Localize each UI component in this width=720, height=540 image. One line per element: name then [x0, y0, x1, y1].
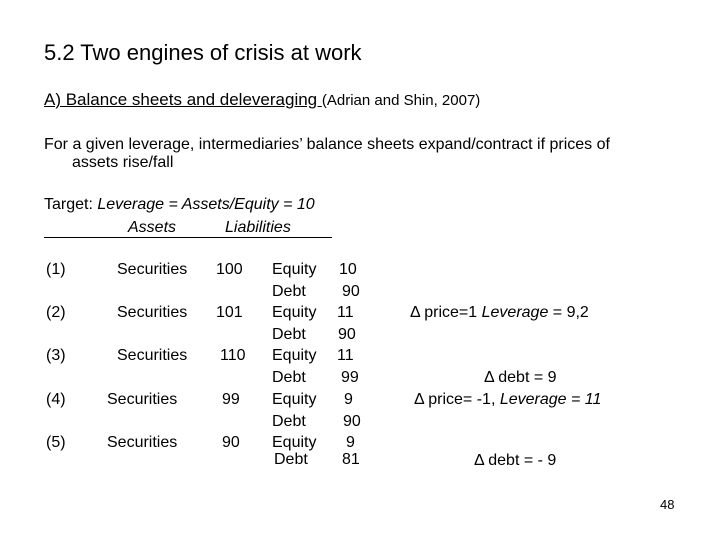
asset-value: 110 [220, 347, 246, 364]
equity-value: 10 [339, 261, 357, 278]
asset-name: Securities [107, 434, 178, 451]
asset-value: 99 [222, 391, 240, 408]
equity-label: Equity [272, 391, 317, 408]
equity-label: Equity [272, 347, 317, 364]
section-subheading [44, 90, 480, 110]
slide-title: 5.2 Two engines of crisis at work [44, 40, 362, 65]
target-prefix: Target: [44, 196, 98, 213]
note3-italic: Leverage = 11 [499, 391, 602, 408]
target-line [44, 196, 315, 214]
paragraph-line-2: assets rise/fall [72, 154, 174, 171]
asset-name: Securities [117, 261, 188, 278]
asset-name: Securities [107, 391, 178, 408]
note1-italic: Leverage [481, 304, 549, 321]
debt-label: Debt [272, 326, 306, 343]
asset-name: Securities [117, 304, 188, 321]
debt-label: Debt [272, 283, 306, 300]
debt-label: Debt [274, 451, 308, 468]
table-header [44, 219, 332, 238]
subheading-citation: (Adrian and Shin, 2007) [321, 92, 481, 109]
row-label: (4) [46, 391, 66, 408]
note-price-increase [410, 304, 589, 322]
header-assets: Assets [128, 219, 177, 236]
asset-value: 90 [222, 434, 240, 451]
debt-label: Debt [272, 369, 306, 386]
row-label: (2) [46, 304, 66, 321]
note-price-decrease [414, 391, 601, 409]
note-debt-decrease: Δ debt = - 9 [474, 452, 557, 469]
paragraph-line-1: For a given leverage, intermediaries’ balance sheets expand/contract if prices of [44, 136, 610, 153]
row-label: (3) [46, 347, 66, 364]
target-formula: Leverage = Assets/Equity = 10 [97, 196, 315, 213]
equity-label: Equity [272, 434, 317, 451]
intro-paragraph [44, 136, 610, 172]
subheading-main: A) Balance sheets and deleveraging [44, 90, 322, 109]
debt-value: 90 [343, 413, 361, 430]
debt-value: 99 [341, 369, 359, 386]
asset-name: Securities [117, 347, 188, 364]
header-liabilities: Liabilities [225, 219, 291, 236]
debt-value: 90 [342, 283, 360, 300]
equity-value: 9 [346, 434, 355, 451]
asset-value: 101 [216, 304, 243, 321]
note3-prefix: Δ price= -1, [414, 391, 500, 408]
page-number: 48 [660, 497, 675, 512]
row-label: (5) [46, 434, 66, 451]
equity-value: 11 [337, 347, 354, 364]
note1-prefix: Δ price=1 [410, 304, 482, 321]
asset-value: 100 [216, 261, 243, 278]
note1-suffix: = 9,2 [548, 304, 589, 321]
debt-value: 90 [338, 326, 356, 343]
row-label: (1) [46, 261, 66, 278]
equity-value: 11 [337, 304, 354, 321]
equity-label: Equity [272, 261, 317, 278]
equity-label: Equity [272, 304, 317, 321]
note-debt-increase: Δ debt = 9 [484, 369, 557, 386]
debt-label: Debt [272, 413, 306, 430]
equity-value: 9 [344, 391, 353, 408]
debt-value: 81 [342, 451, 360, 468]
